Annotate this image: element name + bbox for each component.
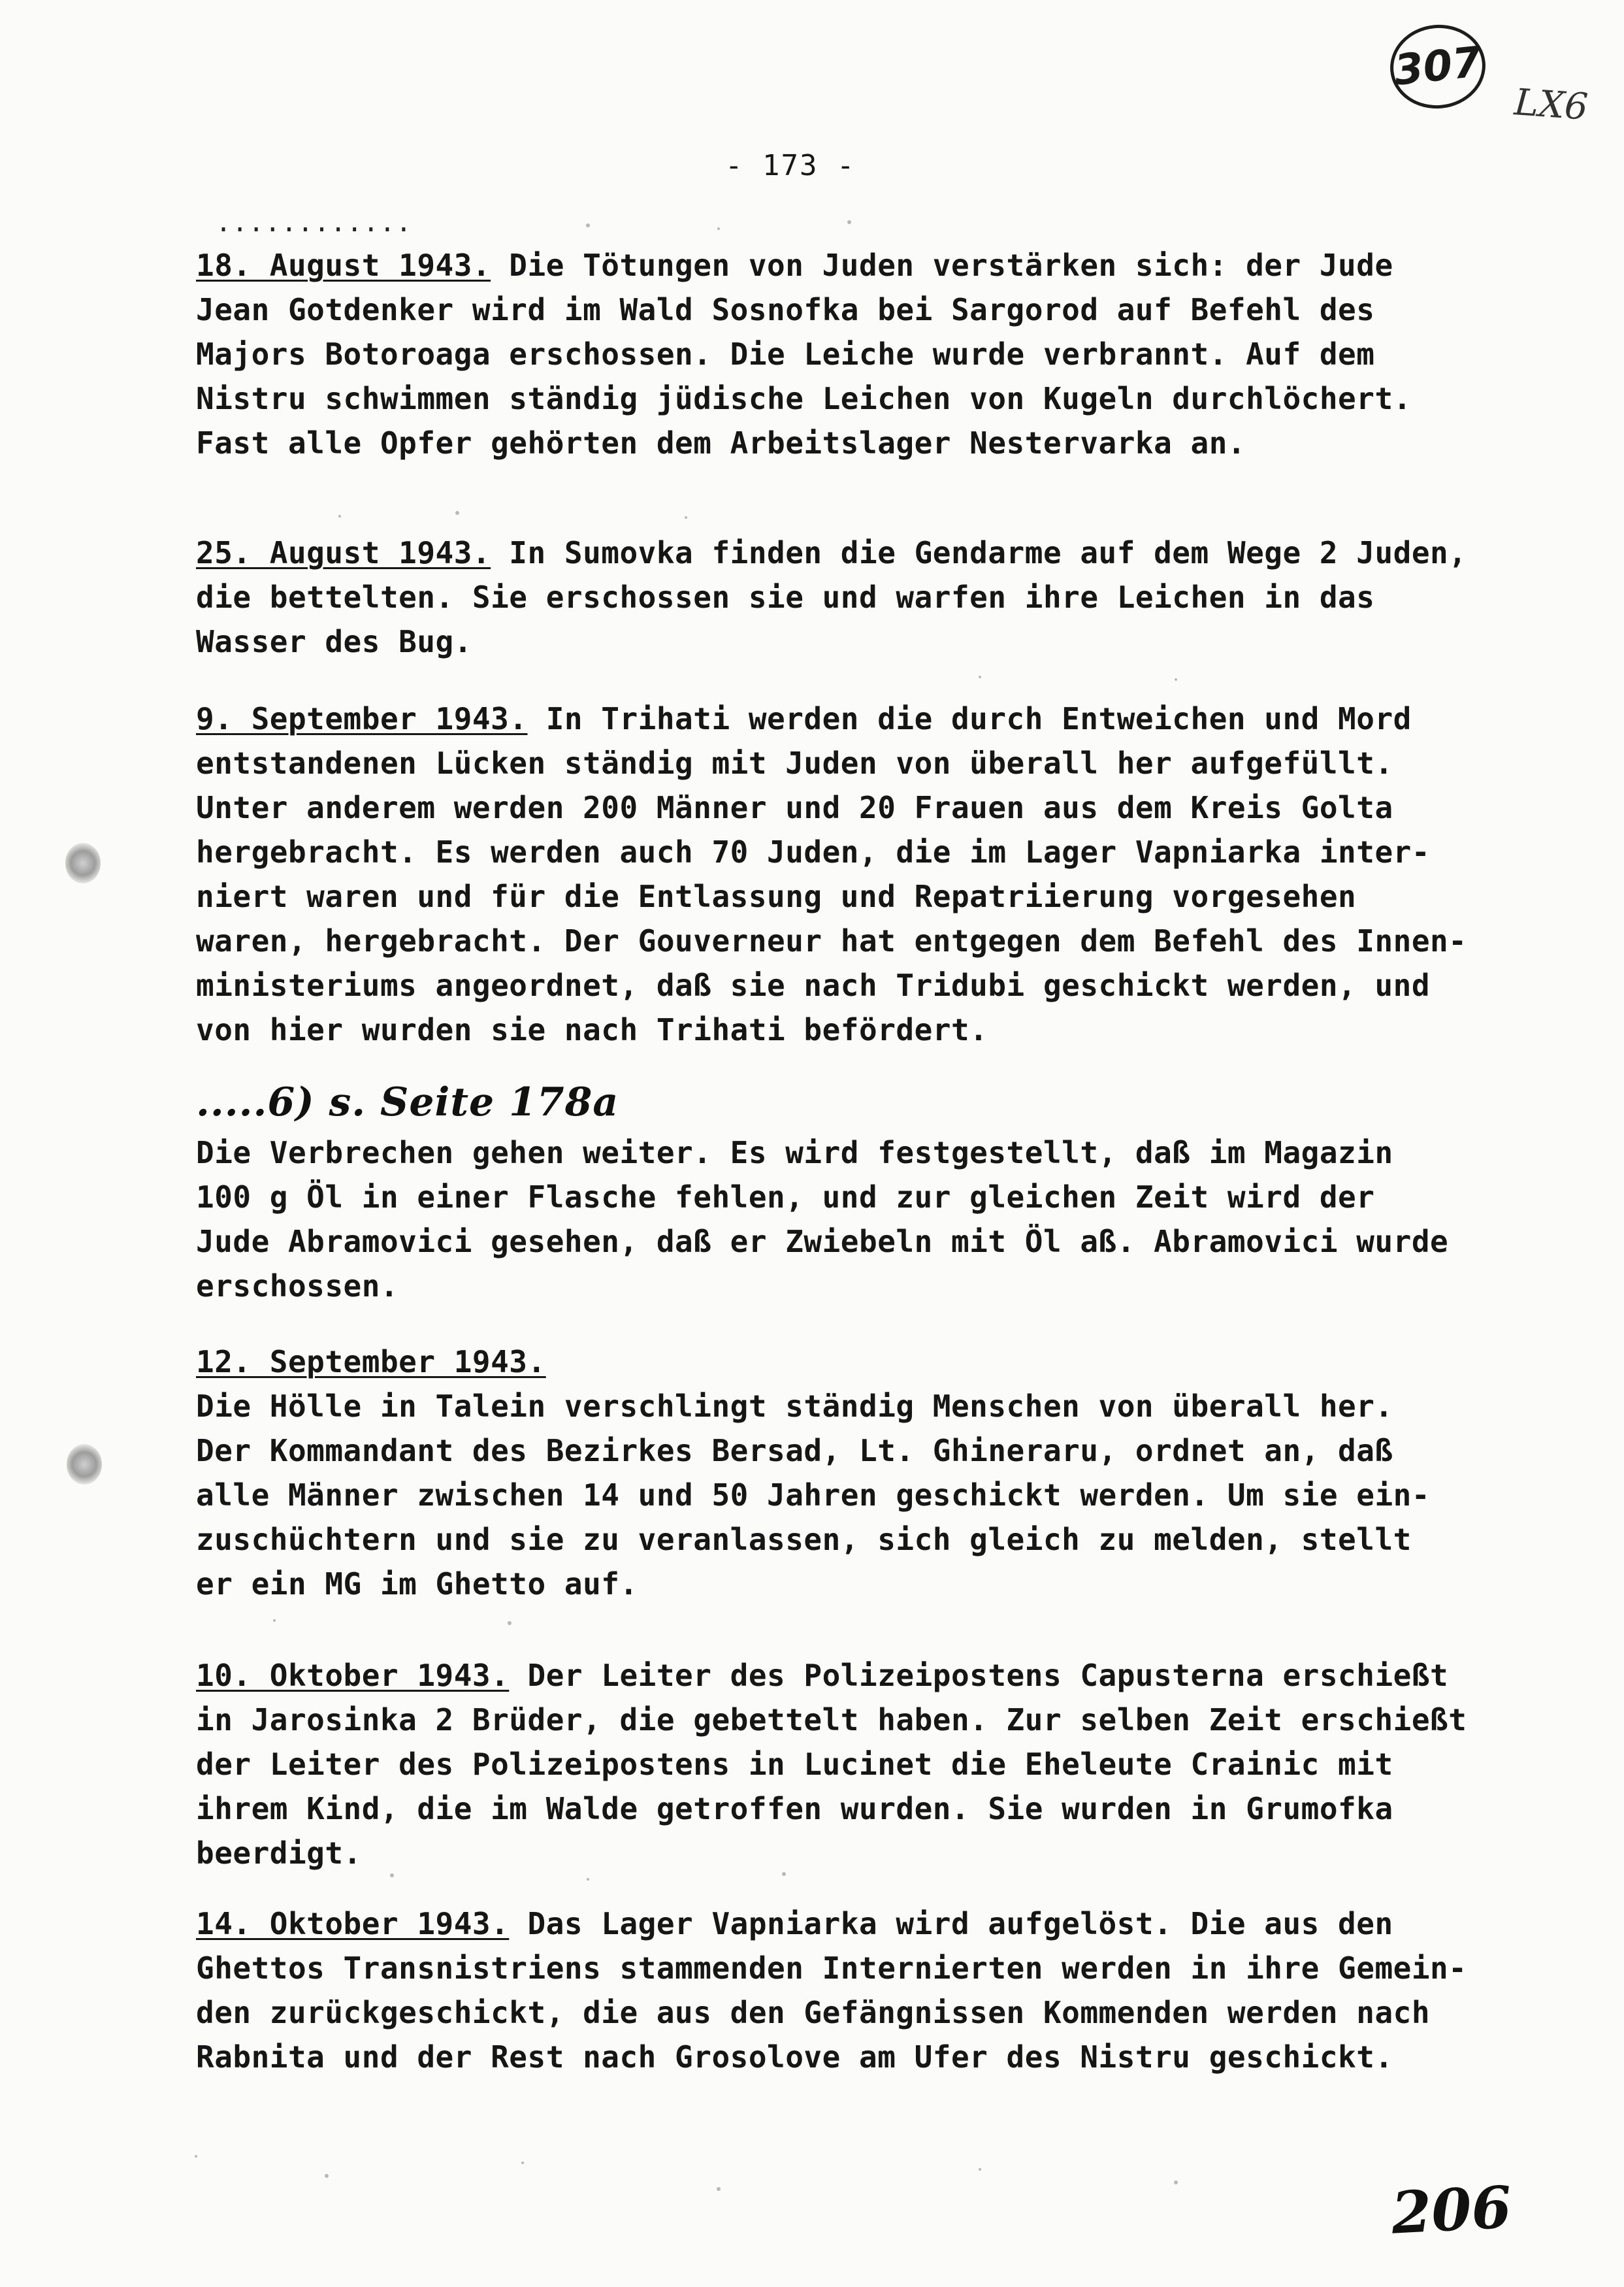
entry-date: 9. September 1943. <box>196 701 528 736</box>
entry-line: In Sumovka finden die Gendarme auf dem Wege 2 Juden, <box>491 535 1467 570</box>
entry-line: Unter anderem werden 200 Männer und 20 Frauen aus dem Kreis Golta <box>196 790 1393 825</box>
entry-10-oktober-1943 <box>196 1653 1555 1875</box>
entry-line: alle Männer zwischen 14 und 50 Jahren geschickt werden. Um sie ein- <box>196 1477 1431 1513</box>
entry-line: niert waren und für die Entlassung und Repatriierung vorgesehen <box>196 879 1357 914</box>
entry-line: ministeriums angeordnet, daß sie nach Tridubi geschickt werden, und <box>196 968 1431 1003</box>
entry-9-september-1943 <box>196 697 1555 1052</box>
entry-date: 14. Oktober 1943. <box>196 1906 510 1941</box>
leading-dots: ............ <box>216 208 412 238</box>
bottom-handwritten-number: 206 <box>1389 2173 1514 2247</box>
corner-handwritten-mark: LX6 <box>1512 81 1589 129</box>
entry-line: entstandenen Lücken ständig mit Juden von überall her aufgefüllt. <box>196 746 1393 781</box>
entry-line: ihrem Kind, die im Walde getroffen wurden. Sie wurden in Grumofka <box>196 1791 1393 1826</box>
entry-line: waren, hergebracht. Der Gouverneur hat entgegen dem Befehl des Innen- <box>196 923 1467 959</box>
entry-line: von hier wurden sie nach Trihati befördert. <box>196 1012 988 1047</box>
handwritten-reference-note: .....6) s. Seite 178a <box>196 1079 619 1125</box>
entry-12-september-1943 <box>196 1340 1555 1606</box>
entry-line: hergebracht. Es werden auch 70 Juden, die im Lager Vapniarka inter- <box>196 834 1431 870</box>
entry-line: der Leiter des Polizeipostens in Lucinet die Eheleute Crainic mit <box>196 1747 1393 1782</box>
page-number: - 173 - <box>725 149 856 182</box>
entry-line: Der Kommandant des Bezirkes Bersad, Lt. Ghineraru, ordnet an, daß <box>196 1433 1393 1468</box>
entry-line: in Jarosinka 2 Brüder, die gebettelt haben. Zur selben Zeit erschießt <box>196 1702 1467 1737</box>
entry-line: Das Lager Vapniarka wird aufgelöst. Die aus den <box>509 1906 1393 1941</box>
entry-14-oktober-1943 <box>196 1901 1555 2079</box>
entry-line: Der Leiter des Polizeipostens Capusterna erschießt <box>509 1658 1449 1693</box>
entry-line: er ein MG im Ghetto auf. <box>196 1566 638 1602</box>
entry-line: 100 g Öl in einer Flasche fehlen, und zur gleichen Zeit wird der <box>196 1179 1375 1215</box>
entry-line: Die Verbrechen gehen weiter. Es wird festgestellt, daß im Magazin <box>196 1135 1393 1170</box>
entry-line: die bettelten. Sie erschossen sie und warfen ihre Leichen in das <box>196 580 1375 615</box>
entry-line: Jude Abramovici gesehen, daß er Zwiebeln mit Öl aß. Abramovici wurde <box>196 1224 1449 1259</box>
entry-date: 18. August 1943. <box>196 248 491 283</box>
entry-line: Rabnita und der Rest nach Grosolove am Ufer des Nistru geschickt. <box>196 2039 1393 2075</box>
entry-line: erschossen. <box>196 1268 399 1304</box>
circled-archive-number: 307 <box>1386 20 1490 114</box>
entry-line: Ghettos Transnistriens stammenden Internierten werden in ihre Gemein- <box>196 1950 1467 1986</box>
entry-date: 12. September 1943. <box>196 1344 546 1379</box>
entry-line: beerdigt. <box>196 1835 362 1871</box>
entry-continuation <box>196 1130 1555 1308</box>
entry-18-august-1943 <box>196 243 1555 465</box>
entry-date: 25. August 1943. <box>196 535 491 570</box>
entry-line: Jean Gotdenker wird im Wald Sosnofka bei Sargorod auf Befehl des <box>196 292 1375 327</box>
entry-line: zuschüchtern und sie zu veranlassen, sich gleich zu melden, stellt <box>196 1522 1412 1557</box>
punch-hole <box>67 1444 102 1485</box>
entry-line: den zurückgeschickt, die aus den Gefängnissen Kommenden werden nach <box>196 1995 1431 2030</box>
entry-date: 10. Oktober 1943. <box>196 1658 510 1693</box>
entry-line: Fast alle Opfer gehörten dem Arbeitslager Nestervarka an. <box>196 425 1246 461</box>
entry-line: Wasser des Bug. <box>196 624 472 659</box>
entry-line: Die Tötungen von Juden verstärken sich: der Jude <box>491 248 1393 283</box>
entry-line: Nistru schwimmen ständig jüdische Leichen von Kugeln durchlöchert. <box>196 381 1412 416</box>
entry-line: In Trihati werden die durch Entweichen und Mord <box>527 701 1412 736</box>
punch-hole <box>65 843 101 883</box>
entry-25-august-1943 <box>196 531 1555 664</box>
entry-line: Die Hölle in Talein verschlingt ständig Menschen von überall her. <box>196 1389 1393 1424</box>
entry-line: Majors Botoroaga erschossen. Die Leiche wurde verbrannt. Auf dem <box>196 337 1375 372</box>
